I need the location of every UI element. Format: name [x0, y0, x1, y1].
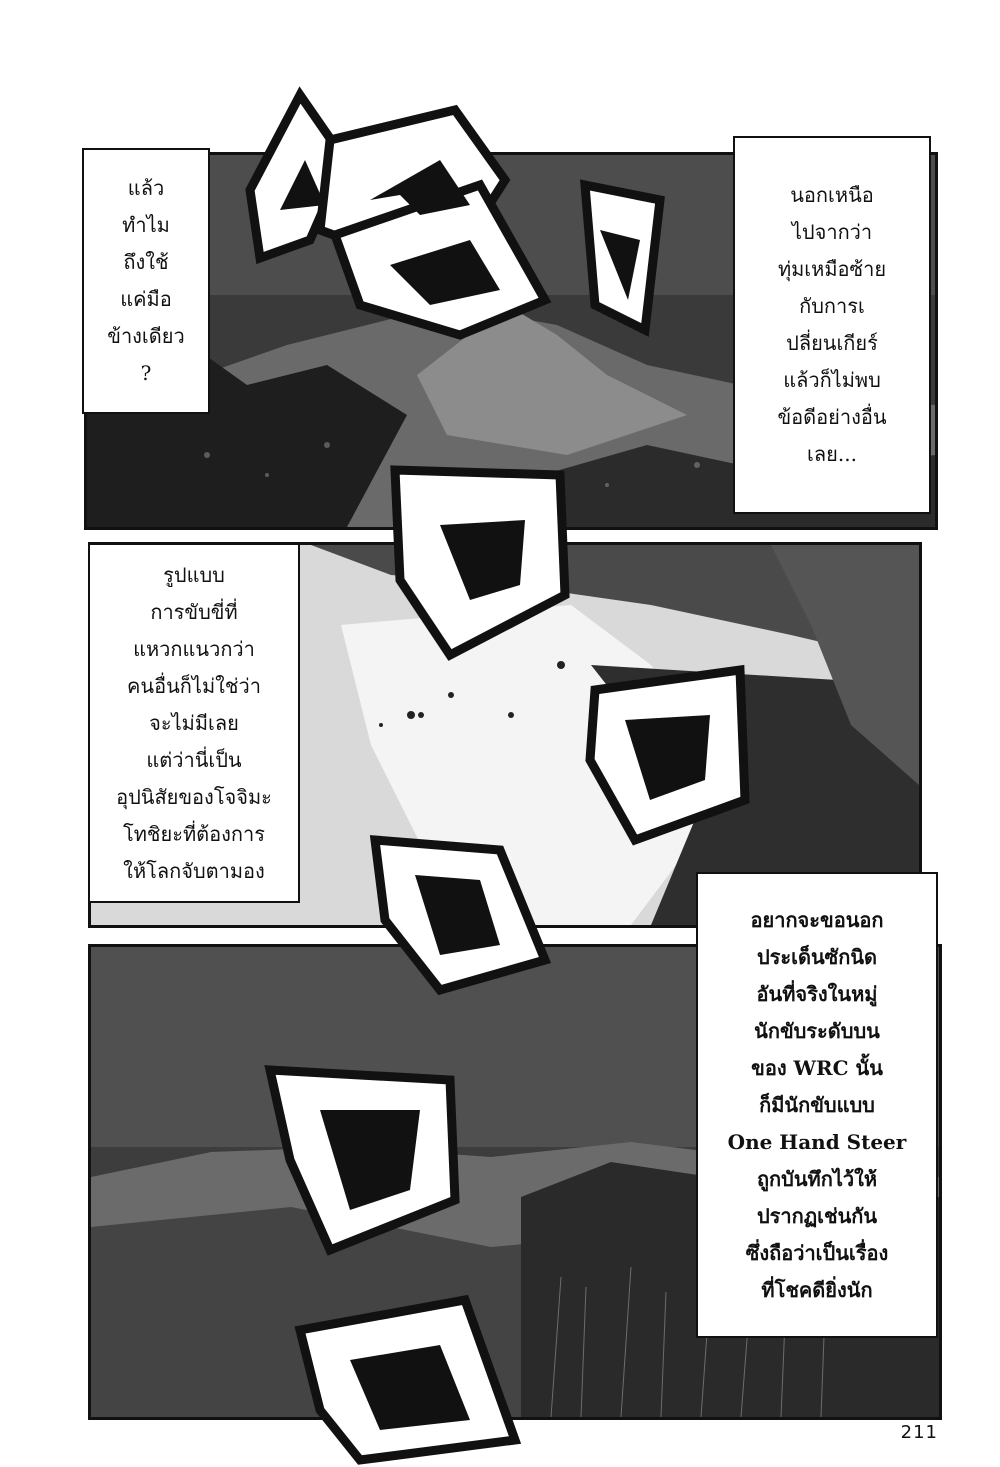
caption-line: ไปจากว่า — [791, 220, 873, 244]
caption-middle-left — [88, 543, 300, 903]
caption-line: ปลี่ยนเกียร์ — [786, 331, 878, 355]
caption-line: อยากจะขอนอก — [750, 907, 884, 932]
caption-line: อุปนิสัยของโจจิมะ — [116, 784, 272, 809]
caption-line: ข้างเดียว — [107, 324, 185, 348]
caption-line: นอกเหนือ — [790, 183, 874, 207]
caption-line: แค่มือ — [120, 287, 172, 311]
caption-line: ให้โลกจับตามอง — [123, 858, 265, 883]
caption-line: ปรากฏเช่นกัน — [756, 1203, 878, 1228]
caption-line: กับการเ — [799, 294, 865, 318]
caption-line: อันที่จริงในหมู่ — [756, 981, 878, 1006]
caption-line: ทุ่มเหมือซ้าย — [777, 257, 887, 281]
caption-line: นักขับระดับบน — [754, 1018, 880, 1043]
page-number: 211 — [900, 1422, 938, 1443]
caption-line: แล้ว — [127, 176, 165, 200]
caption-line: ถูกบันทึกไว้ให้ — [756, 1166, 878, 1191]
caption-line: โทชิยะที่ต้องการ — [123, 821, 265, 846]
caption-line: แต่ว่านี่เป็น — [146, 747, 242, 772]
caption-line: ที่โชคดียิ่งนัก — [761, 1277, 873, 1302]
caption-bottom-right — [696, 872, 938, 1338]
caption-line: ประเด็นซักนิด — [756, 944, 878, 969]
caption-line: ถึงใช้ — [123, 250, 169, 274]
caption-line: จะไม่มีเลย — [149, 710, 239, 735]
caption-line: คนอื่นก็ไม่ใช่ว่า — [127, 673, 261, 698]
caption-line: เลย... — [807, 442, 857, 466]
caption-line: One Hand Steer — [727, 1129, 907, 1154]
caption-line: ก็มีนักขับแบบ — [759, 1092, 875, 1117]
caption-line: แหวกแนวกว่า — [133, 636, 255, 661]
caption-top-right — [733, 136, 931, 514]
caption-line: รูปแบบ — [163, 562, 225, 587]
caption-line: แล้วก็ไม่พบ — [783, 368, 881, 392]
caption-line: ทำไม — [122, 213, 170, 237]
caption-line: ? — [140, 361, 152, 385]
caption-line: ข้อดีอย่างอื่น — [777, 405, 887, 429]
caption-top-left — [82, 148, 210, 414]
caption-line: การขับขี่ที่ — [150, 599, 238, 624]
caption-line: ของ WRC นั้น — [751, 1055, 883, 1080]
caption-line: ซึ่งถือว่าเป็นเรื่อง — [745, 1240, 889, 1265]
